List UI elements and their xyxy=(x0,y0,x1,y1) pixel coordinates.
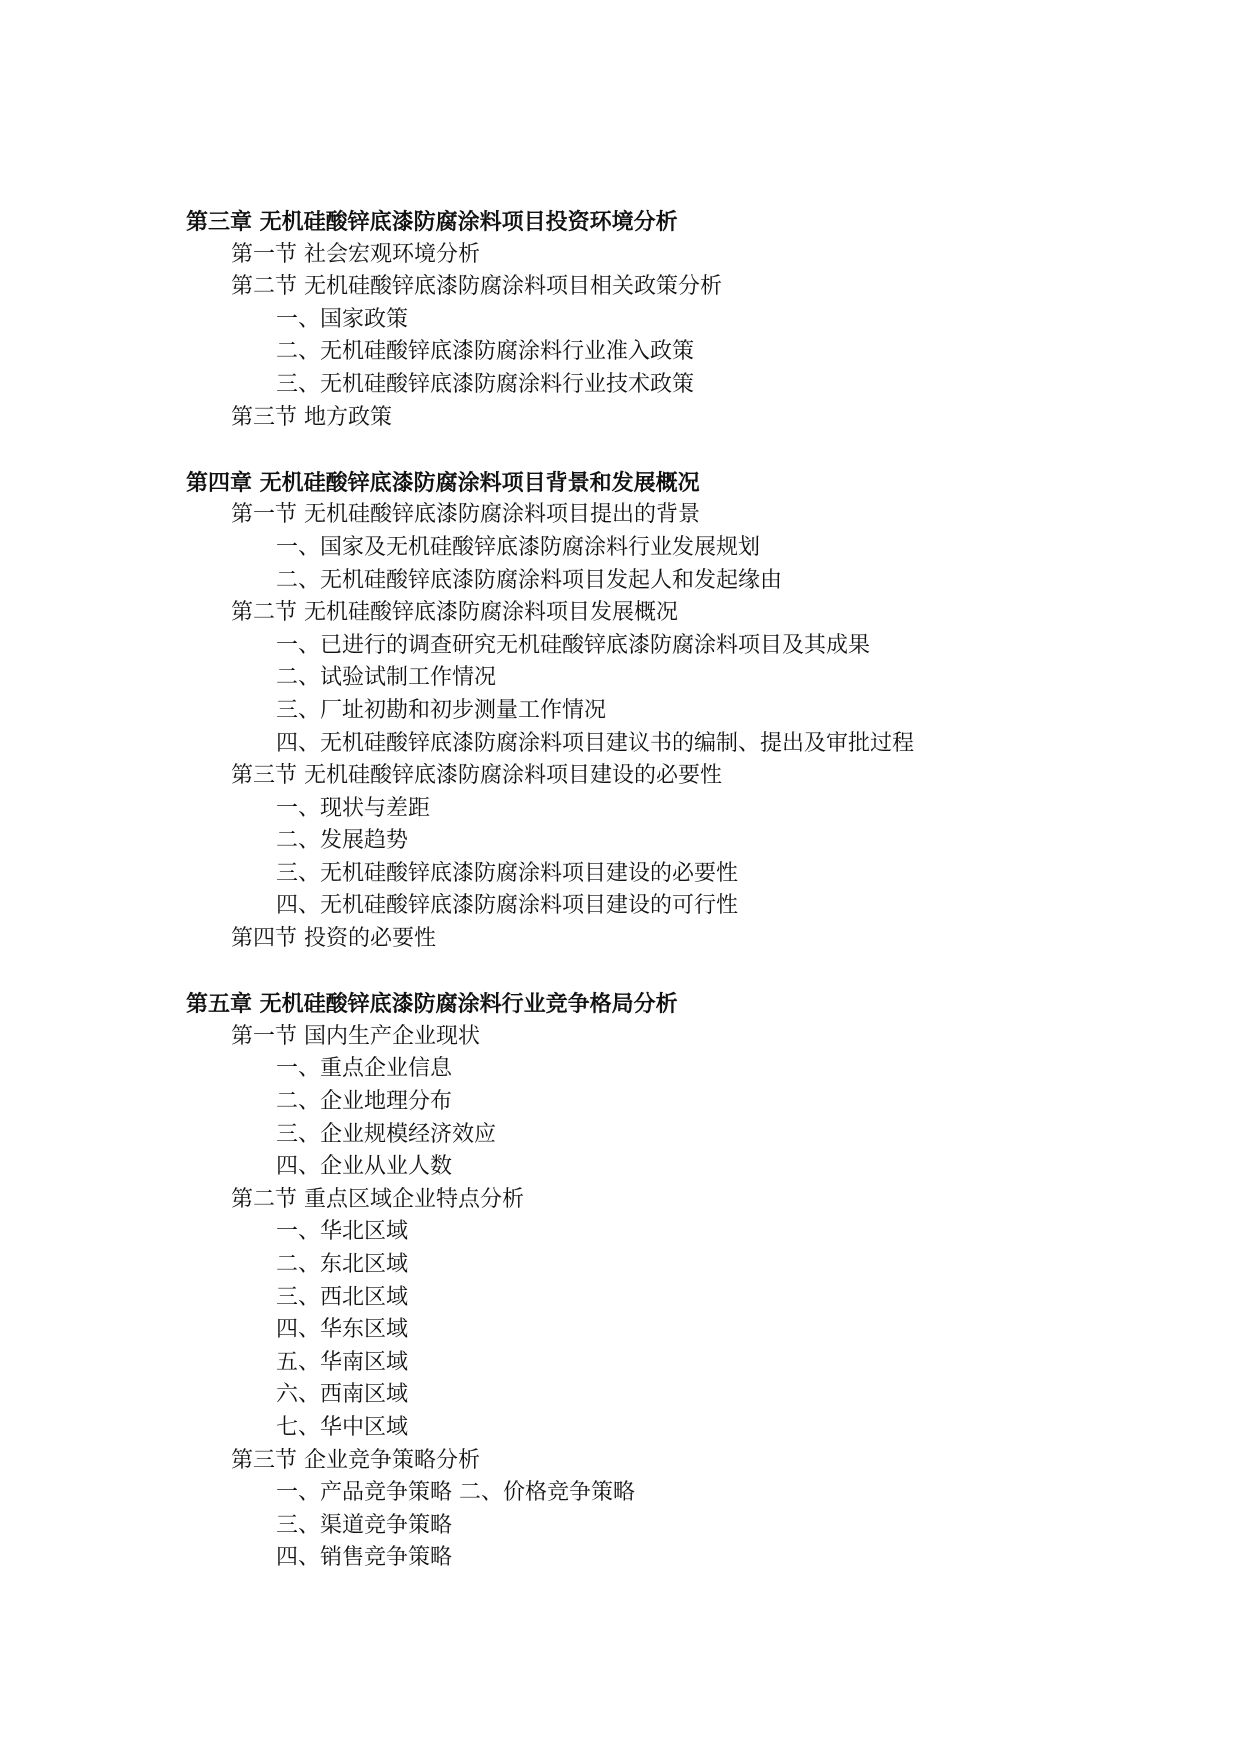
section-heading: 第二节 无机硅酸锌底漆防腐涂料项目相关政策分析 xyxy=(231,274,722,300)
subsection-item: 四、企业从业人数 xyxy=(276,1154,453,1180)
subsection-item: 七、华中区域 xyxy=(276,1414,409,1440)
chapter-heading: 第四章 无机硅酸锌底漆防腐涂料项目背景和发展概况 xyxy=(186,469,700,496)
subsection-item: 二、试验试制工作情况 xyxy=(276,665,497,691)
chapter-spacer xyxy=(186,434,1186,467)
section-heading: 第四节 投资的必要性 xyxy=(231,926,436,952)
subsection-item: 一、重点企业信息 xyxy=(276,1056,453,1082)
subsection-item: 五、华南区域 xyxy=(276,1349,409,1375)
chapter-heading: 第五章 无机硅酸锌底漆防腐涂料行业竞争格局分析 xyxy=(186,991,678,1018)
subsection-item: 三、厂址初勘和初步测量工作情况 xyxy=(276,697,607,723)
chapter-spacer xyxy=(186,956,1186,989)
subsection-item: 三、西北区域 xyxy=(276,1284,409,1310)
subsection-item: 二、东北区域 xyxy=(276,1252,409,1277)
subsection-item: 六、西南区域 xyxy=(276,1382,409,1408)
section-heading: 第二节 重点区域企业特点分析 xyxy=(231,1186,524,1212)
subsection-item: 二、发展趋势 xyxy=(276,828,409,854)
section-heading: 第二节 无机硅酸锌底漆防腐涂料项目发展概况 xyxy=(231,600,678,626)
subsection-item: 四、无机硅酸锌底漆防腐涂料项目建议书的编制、提出及审批过程 xyxy=(276,730,915,756)
subsection-item: 三、无机硅酸锌底漆防腐涂料行业技术政策 xyxy=(276,371,695,397)
table-of-contents xyxy=(186,206,1186,1575)
subsection-item: 三、渠道竞争策略 xyxy=(276,1512,453,1538)
subsection-item: 二、无机硅酸锌底漆防腐涂料行业准入政策 xyxy=(276,339,695,365)
chapter-heading: 第三章 无机硅酸锌底漆防腐涂料项目投资环境分析 xyxy=(186,209,678,235)
subsection-item: 三、无机硅酸锌底漆防腐涂料项目建设的必要性 xyxy=(276,860,739,886)
section-heading: 第一节 国内生产企业现状 xyxy=(231,1023,480,1049)
subsection-item: 一、华北区域 xyxy=(276,1219,409,1245)
subsection-item: 一、现状与差距 xyxy=(276,795,431,821)
section-heading: 第一节 无机硅酸锌底漆防腐涂料项目提出的背景 xyxy=(231,502,700,528)
section-heading: 第三节 无机硅酸锌底漆防腐涂料项目建设的必要性 xyxy=(231,763,722,789)
subsection-item: 四、无机硅酸锌底漆防腐涂料项目建设的可行性 xyxy=(276,893,739,919)
subsection-item: 三、企业规模经济效应 xyxy=(276,1121,497,1147)
subsection-item: 四、销售竞争策略 xyxy=(276,1545,453,1571)
section-heading: 第三节 企业竞争策略分析 xyxy=(231,1447,480,1473)
subsection-item: 一、产品竞争策略 二、价格竞争策略 xyxy=(276,1480,635,1506)
subsection-item: 四、华东区域 xyxy=(276,1317,409,1343)
subsection-item: 二、无机硅酸锌底漆防腐涂料项目发起人和发起缘由 xyxy=(276,567,783,593)
subsection-item: 一、已进行的调查研究无机硅酸锌底漆防腐涂料项目及其成果 xyxy=(276,632,871,658)
section-heading: 第三节 地方政策 xyxy=(231,404,392,430)
subsection-item: 一、国家政策 xyxy=(276,306,409,332)
section-heading: 第一节 社会宏观环境分析 xyxy=(231,241,480,267)
subsection-item: 二、企业地理分布 xyxy=(276,1089,453,1115)
subsection-item: 一、国家及无机硅酸锌底漆防腐涂料行业发展规划 xyxy=(276,534,761,560)
